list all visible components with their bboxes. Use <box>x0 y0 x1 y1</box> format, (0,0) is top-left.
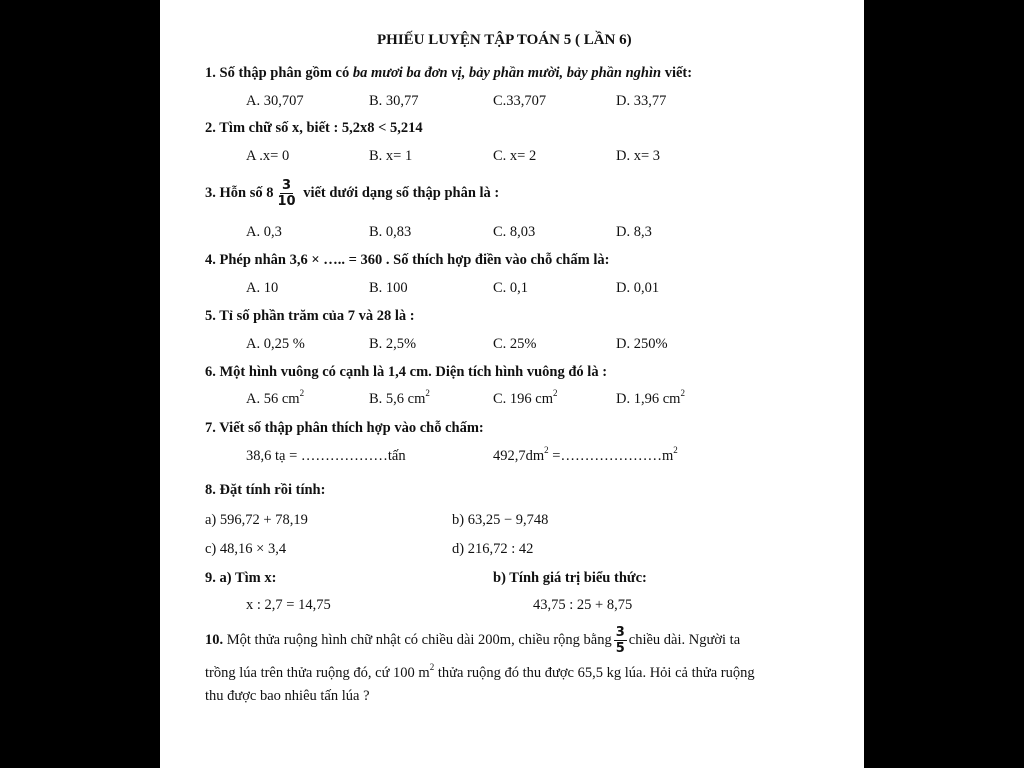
question-1-prefix: 1. Số thập phân gồm có <box>205 65 353 81</box>
q8-part-d: d) 216,72 : 42 <box>452 541 534 557</box>
q6-option-c-text: C. 196 cm <box>493 391 554 407</box>
q4-option-c: C. 0,1 <box>493 280 529 296</box>
q2-option-c: C. x= 2 <box>493 148 537 164</box>
superscript: 2 <box>299 388 305 399</box>
q9-b-expression: 43,75 : 25 + 8,75 <box>533 597 633 613</box>
q6-option-a <box>246 390 304 408</box>
q2-option-a: A .x= 0 <box>246 148 290 164</box>
fraction-denominator: 10 <box>277 194 296 210</box>
q6-option-b-text: B. 5,6 cm <box>369 391 426 407</box>
q4-option-d: D. 0,01 <box>616 280 660 296</box>
q6-option-b <box>369 390 430 408</box>
q4-option-a: A. 10 <box>246 280 279 296</box>
q5-option-c: C. 25% <box>493 336 537 352</box>
q6-option-d-text: D. 1,96 cm <box>616 391 681 407</box>
superscript: 2 <box>425 388 430 399</box>
question-1-italic: ba mươi ba đơn vị, bảy phần mười, bảy phần nghìn <box>352 65 662 81</box>
q4-option-b: B. 100 <box>369 280 408 296</box>
question-10-text-d: thửa ruộng đó thu được 65,5 kg lúa. Hỏi cả thửa ruộng <box>434 665 755 681</box>
q6-option-d <box>616 390 685 408</box>
q2-option-b: B. x= 1 <box>369 148 413 164</box>
question-9a: 9. a) Tìm x: <box>205 570 277 586</box>
q6-option-c <box>493 390 558 408</box>
fraction-numerator: 3 <box>282 178 292 194</box>
q1-option-c: C.33,707 <box>493 93 547 109</box>
superscript: 2 <box>673 445 678 456</box>
q5-option-b: B. 2,5% <box>369 336 417 352</box>
q3-option-a: A. 0,3 <box>246 224 282 240</box>
fraction <box>614 625 627 656</box>
q1-option-b: B. 30,77 <box>369 93 419 109</box>
q3-option-d: D. 8,3 <box>616 224 652 240</box>
question-3 <box>205 175 499 211</box>
superscript: 2 <box>680 388 685 399</box>
question-7: 7. Viết số thập phân thích hợp vào chỗ chấm: <box>205 420 484 436</box>
q7-right-blank <box>493 447 678 465</box>
q7-right-a: 492,7dm <box>493 448 545 464</box>
q5-option-d: D. 250% <box>616 336 668 352</box>
q6-option-a-text: A. 56 cm <box>246 391 300 407</box>
question-10-line-2 <box>205 664 755 682</box>
question-2: 2. Tìm chữ số x, biết : 5,2x8 < 5,214 <box>205 120 423 136</box>
question-6: 6. Một hình vuông có cạnh là 1,4 cm. Diện tích hình vuông đó là : <box>205 364 608 380</box>
question-10-line-1 <box>205 622 740 658</box>
question-3-prefix: 3. Hỗn số 8 <box>205 185 274 201</box>
question-10-number: 10. <box>205 632 224 648</box>
fraction-denominator: 5 <box>615 641 625 657</box>
question-5: 5. Tỉ số phần trăm của 7 và 28 là : <box>205 308 415 324</box>
question-1-suffix: viết: <box>661 65 693 81</box>
q3-option-c: C. 8,03 <box>493 224 536 240</box>
q7-right-b: =…………………m <box>548 448 674 464</box>
superscript: 2 <box>429 662 435 673</box>
q3-option-b: B. 0,83 <box>369 224 412 240</box>
question-10-text-c: trồng lúa trên thửa ruộng đó, cứ 100 m <box>205 665 430 681</box>
q5-option-a: A. 0,25 % <box>246 336 305 352</box>
question-3-suffix: viết dưới dạng số thập phân là : <box>303 185 500 201</box>
page-title: PHIẾU LUYỆN TẬP TOÁN 5 ( LẦN 6) <box>377 32 632 48</box>
q2-option-d: D. x= 3 <box>616 148 661 164</box>
question-9b: b) Tính giá trị biểu thức: <box>493 570 647 586</box>
q8-part-b: b) 63,25 − 9,748 <box>452 512 549 528</box>
superscript: 2 <box>544 445 549 456</box>
superscript: 2 <box>553 388 558 399</box>
question-10-text-b: chiều dài. Người ta <box>628 632 741 648</box>
q7-left-blank: 38,6 tạ = ………………tấn <box>246 448 406 464</box>
question-10-text-a: Một thửa ruộng hình chữ nhật có chiều dài 200m, chiều rộng bằng <box>223 632 612 648</box>
question-8: 8. Đặt tính rồi tính: <box>205 482 326 498</box>
q8-part-c: c) 48,16 × 3,4 <box>205 541 287 557</box>
q9-a-expression: x : 2,7 = 14,75 <box>246 597 331 613</box>
question-4: 4. Phép nhân 3,6 × ….. = 360 . Số thích hợp điền vào chỗ chấm là: <box>205 252 610 268</box>
q8-part-a: a) 596,72 + 78,19 <box>205 512 308 528</box>
fraction-numerator: 3 <box>615 625 625 641</box>
q1-option-a: A. 30,707 <box>246 93 304 109</box>
question-10-line-3: thu được bao nhiêu tấn lúa ? <box>205 688 370 704</box>
mixed-fraction <box>276 178 298 209</box>
q1-option-d: D. 33,77 <box>616 93 667 109</box>
question-1 <box>205 64 692 82</box>
